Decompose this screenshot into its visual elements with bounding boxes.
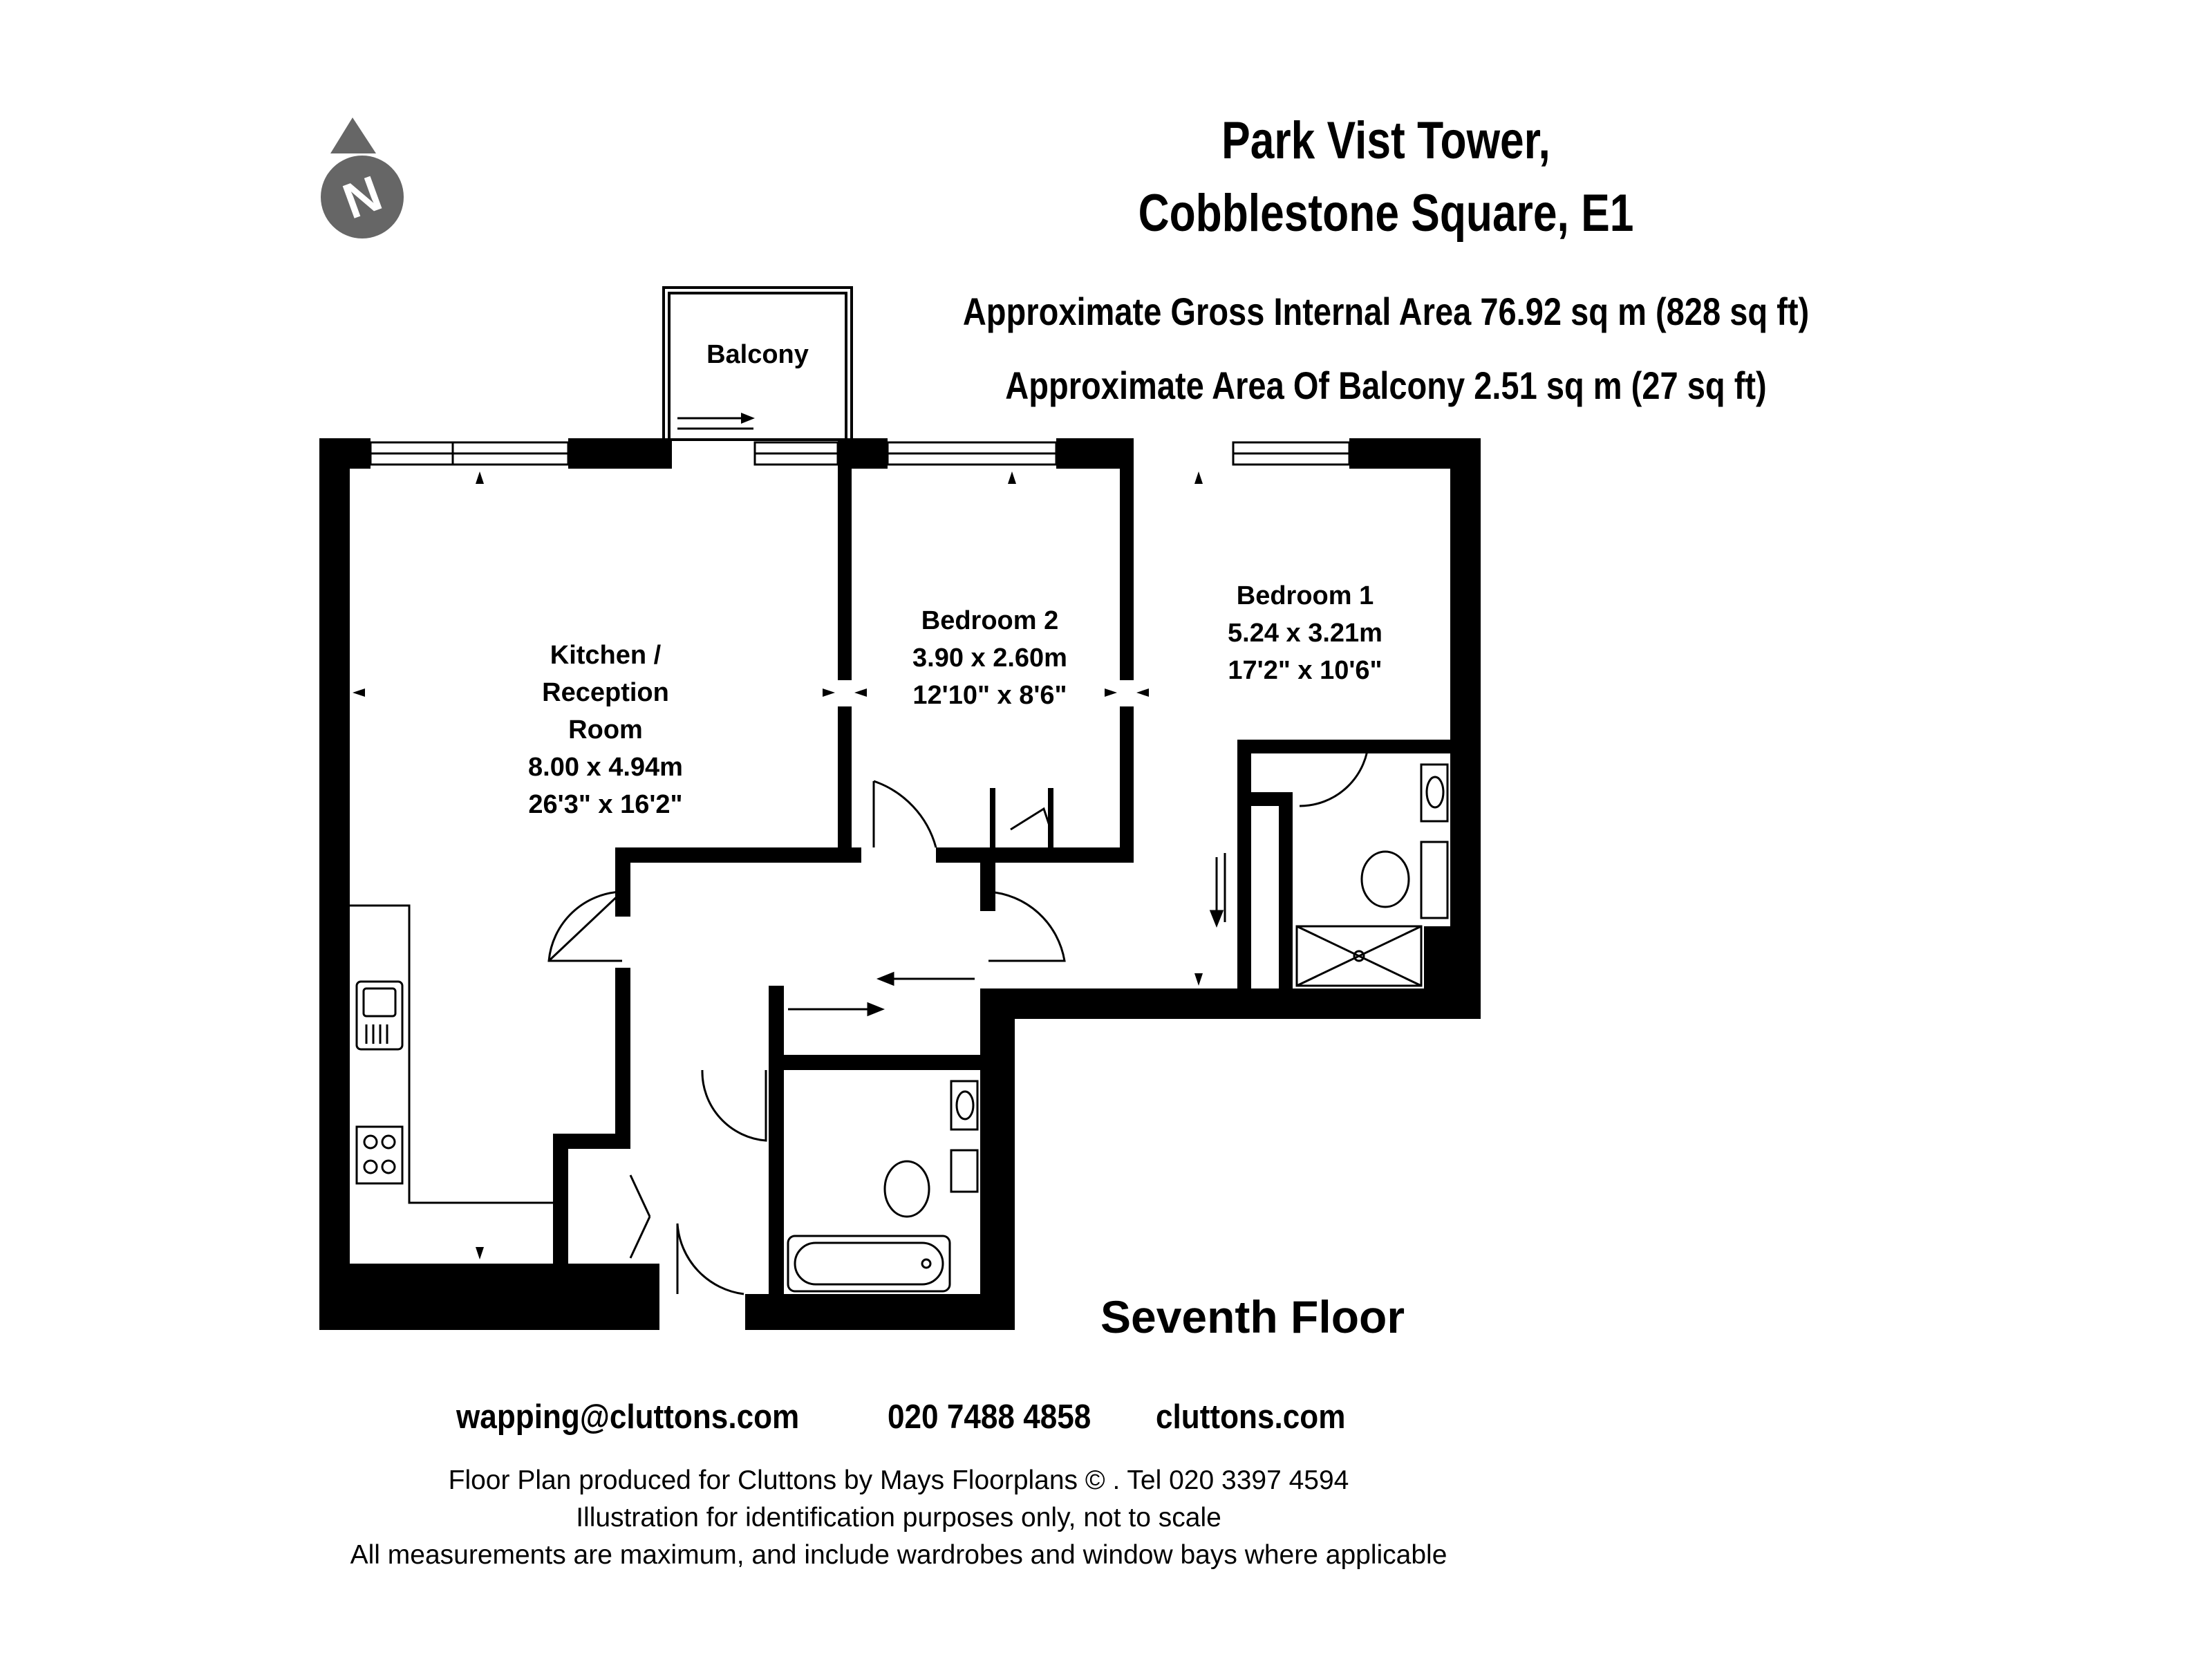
- balcony-label: Balcony: [706, 340, 809, 369]
- property-title-line-1: Park Vist Tower,: [1221, 111, 1550, 170]
- walls: [319, 438, 1481, 1330]
- footer-measurements-note: All measurements are maximum, and include wardrobes and window bays where applicable: [350, 1540, 1447, 1570]
- svg-text:Bedroom 1: Bedroom 1: [1236, 581, 1374, 610]
- gross-internal-area: Approximate Gross Internal Area 76.92 sq m (828 sq ft): [962, 290, 1810, 333]
- contact-website[interactable]: cluttons.com: [1156, 1398, 1346, 1436]
- svg-text:3.90 x 2.60m: 3.90 x 2.60m: [912, 644, 1067, 673]
- svg-text:Bedroom 2: Bedroom 2: [921, 606, 1059, 635]
- svg-text:5.24 x 3.21m: 5.24 x 3.21m: [1228, 619, 1382, 648]
- svg-text:26'3" x 16'2": 26'3" x 16'2": [528, 790, 683, 819]
- contact-email[interactable]: wapping@cluttons.com: [456, 1398, 800, 1436]
- north-arrow-icon: [321, 118, 404, 238]
- footer-credit: Floor Plan produced for Cluttons by Mays Floorplans © . Tel 020 3397 4594: [448, 1465, 1349, 1495]
- svg-text:Reception: Reception: [542, 678, 669, 707]
- svg-text:8.00 x 4.94m: 8.00 x 4.94m: [528, 753, 683, 782]
- balcony-area: Approximate Area Of Balcony 2.51 sq m (27 sq ft): [1005, 364, 1767, 407]
- contact-phone[interactable]: 020 7488 4858: [888, 1398, 1091, 1436]
- property-title-line-2: Cobblestone Square, E1: [1138, 184, 1634, 243]
- svg-text:Kitchen /: Kitchen /: [550, 641, 662, 670]
- bathroom-fittings: [788, 1081, 977, 1291]
- footer-disclaimer: Illustration for identification purposes only, not to scale: [576, 1503, 1221, 1533]
- bedroom-1-label: [1228, 581, 1382, 685]
- bedroom-2-label: [912, 606, 1067, 710]
- kitchen-units: [350, 906, 553, 1203]
- floor-name: Seventh Floor: [1100, 1291, 1405, 1342]
- svg-text:12'10" x 8'6": 12'10" x 8'6": [912, 681, 1067, 710]
- compass-letter: N: [336, 165, 389, 230]
- kitchen-label: [528, 641, 683, 819]
- svg-text:17'2" x 10'6": 17'2" x 10'6": [1228, 656, 1382, 685]
- svg-text:Room: Room: [568, 715, 643, 744]
